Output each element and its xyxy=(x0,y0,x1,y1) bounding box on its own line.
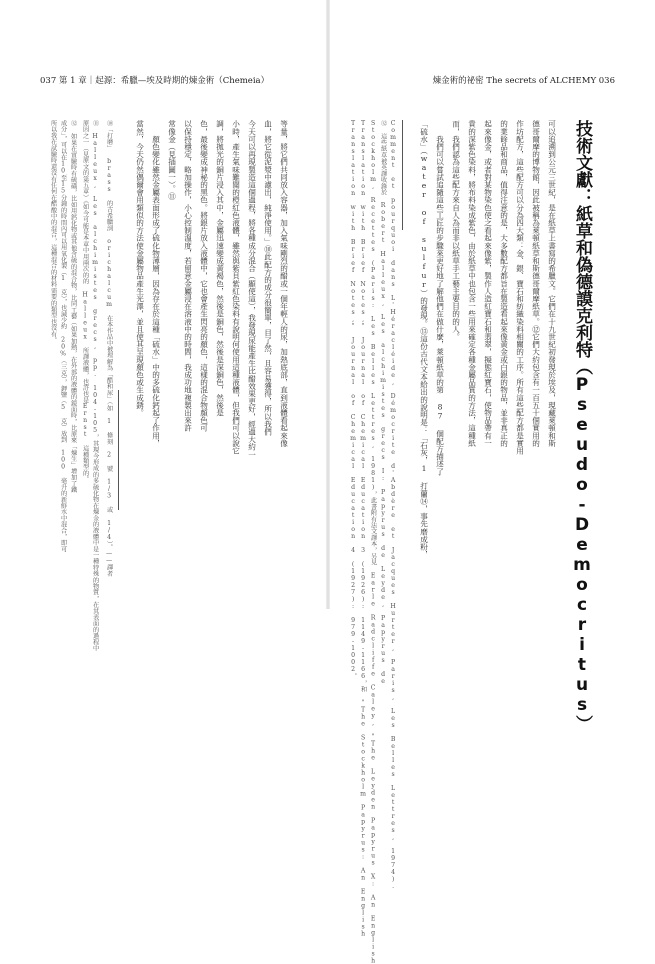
body-line: 色，最後變成神秘的黑色。將銀片放入液體中，它也會產生閃亮的顏色，這樣的混合物顏色可 xyxy=(199,120,209,432)
footnote-line: Comment et pourquoi dans L'Héracléide, Démocrite d'Abdère et Jacques Hurter, Paris, Les Belles Lettres, 1974). xyxy=(389,120,397,890)
footnote-line: Translation with Brief Notes," Journal of Chemical Education 3 (1926): 1149-1166，和 "The Stockholm Papyrus: An English xyxy=(359,120,367,938)
body-line: 作坊配方，這些配方可以分為四大類：金、銀、寶石和紡織染料相關的工序。所有這些配方都是實用 xyxy=(515,120,525,455)
footnote-line: ⑩「打磨」 brass 的古希臘詞 orichalcum 在本作品中被理解為「醋和尿」（如 1 條刻 2 號 1/3 或 1/4）。——譯者 xyxy=(105,120,113,577)
body-line: 可以追溯到公元三世紀，是在紙草上書寫的希臘文。它們在十九世紀初發現於埃及，現藏萊頓和斯 xyxy=(547,120,557,447)
book-gutter xyxy=(326,0,330,609)
footnote-line: Stockholm, Recettes (Paris: Les Belles Lettres, 1981)，此書附有法文譯本，另見 Earle Radcliffe Caley, "The Leyden Papyrus X: An English xyxy=(369,120,377,964)
body-line: 調，將拋光的銅片浸入其中，金屬迅速變成黃褐色，然後是銅色，然後是深銅色，然後是 xyxy=(215,120,225,417)
footnote-line: ⑫ 如果在實驗時有硫磺，比如用鈣化物或其他含硫的混合物，比同工藝（如果加熱，在外部的液體的鏡面時，比原來「煉生」增加了鐵 xyxy=(69,120,77,493)
footnote-line: Translation with Brief Notes," Journal of Chemical Education 4 (1927): 979-1002。 xyxy=(349,120,357,680)
footnote-line: ⑪ Halleux, Les alchimistes grecs, pp. 104-105，其現今形成的多硫化物在煉金的液體中是一種特殊的物質，在其表面的過程中 xyxy=(91,120,99,652)
footnote-line: 原因之一（見原文的第五章）《如今可能是本章中用兩次的的 Halleux 所譯液體，也許也是Ernst 這種類型的。 xyxy=(81,120,89,483)
right-page-header: 煉金術的祕密 The secrets of ALCHEMY 036 xyxy=(432,76,615,86)
body-line: 常像金（見插圖一）。⑪ xyxy=(167,120,177,200)
body-line: 血，將它從泥漿中濾出，純淨使用。」⑩此配方的成分很簡單，目了然，且容易獲得，所以我們 xyxy=(263,120,273,436)
left-page-header: 037 第 1 章｜起源：希臘—埃及時期的煉金術（Chemeia） xyxy=(40,76,270,86)
footnote-line: 所以我在試驗時還沒有任何在醋酸中的混合，這種混合的材料需要的類型也沒有。 xyxy=(49,120,57,344)
section-heading: 技術文獻：紙草和偽德謨克利特（Pseudo-Democritus） xyxy=(572,120,592,732)
body-line: 而，我們認為這些配方來自人為而非以紙草手工藝主要目的的人。 xyxy=(451,120,461,341)
footnote-line: 成分」，可以在10至15分鐘的時間內可以用氧化製（1 克），也減少約 20%（三克），鉀鹽（5 克）放到 100 毫升的新鮮水中混合，即可 xyxy=(59,120,67,553)
body-line: 「硫水」（water of sulfur）的發現。⑬這份古代文本給出的說明是：「石灰，1 打蘭⑭，事先磨成粉， xyxy=(419,120,429,558)
body-line: 的業餘品和商品，值得注意的是，大多數配方都旨在製造看起來像黃金或白銀的物品，並非真正的 xyxy=(499,120,509,447)
body-line: 等量，將它們共同放入容器，加入氣味剛烈的醋或一個年輕人的尿，加熱底部，直到液體看起來像 xyxy=(279,120,289,447)
footnote-divider xyxy=(118,390,119,510)
body-line: 我們可以嘗試追隨這些工匠的步驟來更好地了解他們在做什麼，萊頓紙草的第 87 個配方描述了 xyxy=(435,120,445,476)
body-line: 起來像金，或者對某物染色使之看起來像紫，製作人造紅寶石和翡翠，擬態紅寶石，使物品帶有一 xyxy=(483,120,493,447)
body-line: 顏色變化雖然金屬表面形成了硫化物薄層，因為存在於這種「硫水」中的多硫化鈣起了作用， xyxy=(151,120,161,447)
footnote-divider xyxy=(402,120,403,230)
footnote-line: ⑫ 這些紙草被英譯收錄於 Robert Halleux, Les alchimistes grecs I: Papyrus de Leyde, Papyrus de xyxy=(379,120,387,686)
body-line: 以保持穩定，略加操作，小心控制溫度，若留意金屬浸在溶液中的時間，我成功地複製出來許 xyxy=(183,120,193,432)
body-line: 小時，產生氣味難聞的橙紅色液體，雖然與紫貝紫紅色染料有說明何使用這種液體，但我們可以說它 xyxy=(231,120,241,455)
body-line: 當然，今天仍然偶爾會用類似的方法使金屬物品產生光澤，並且使其呈現顏色或生成銹。 xyxy=(135,120,145,417)
body-line: 貴的深紫色染料，將布料染成紫色，由於紙草中也包含一些用來確定各種金屬品質的方法，這種紙 xyxy=(467,120,477,447)
body-line: 德哥爾摩的博物館，因此被稱為萊頓紙草和斯德哥爾摩紙草。⑫它們大約包含有一百五十個實用的 xyxy=(531,120,541,447)
body-line: 今天可以再現製造這個過程，將各種成分混合（顯使這），我發現尿能產生比醋效果更好，經過大約一 xyxy=(247,120,257,459)
